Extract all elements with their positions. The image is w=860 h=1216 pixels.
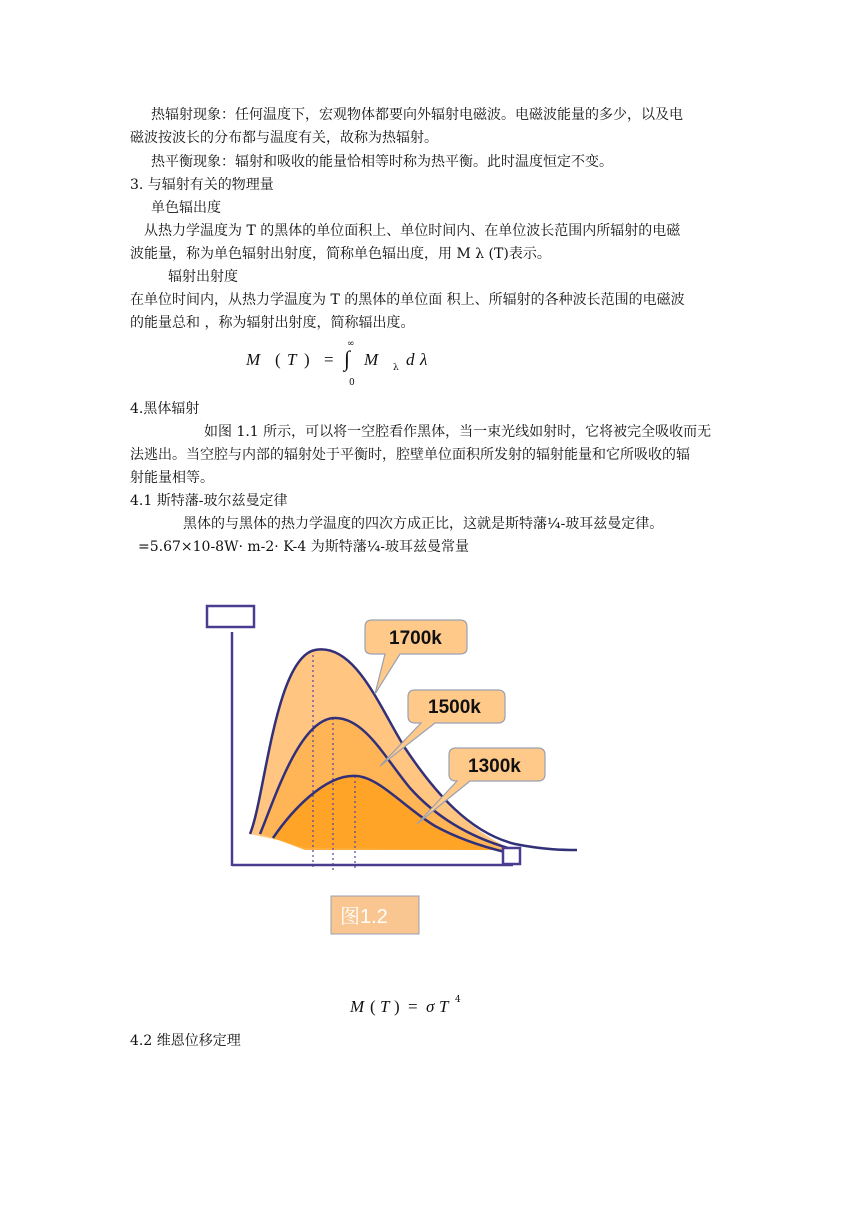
paragraph-monochromatic-line2: 波能量，称为单色辐射出射度，简称单色辐出度，用 M λ (T)表示。 xyxy=(130,246,551,262)
callout-1700k xyxy=(365,620,467,694)
formula-integral-sign: ∫ xyxy=(344,346,351,371)
callout-label-1300k: 1300k xyxy=(468,756,521,777)
formula-symbol-d: d xyxy=(406,350,415,369)
formula-paren-left: ( xyxy=(275,350,281,369)
paragraph-monochromatic-line1: 从热力学温度为 T 的黑体的单位面积上、单位时间内、在单位波长范围内所辐射的电磁 xyxy=(144,223,681,239)
formula-subscript-lambda: λ xyxy=(393,363,399,373)
paragraph-radiant-exitance-line1: 在单位时间内，从热力学温度为 T 的黑体的单位面 积上、所辐射的各种波长范围的电磁波 xyxy=(130,292,685,308)
formula2-paren-left: ( xyxy=(370,997,376,1016)
heading-section-4: 4.黑体辐射 xyxy=(130,401,200,417)
heading-section-3: 3. 与辐射有关的物理量 xyxy=(130,177,274,193)
heading-section-4-1: 4.1 斯特藩-玻尔兹曼定律 xyxy=(130,493,288,509)
callout-label-1700k: 1700k xyxy=(389,628,442,649)
formula-symbol-m: M xyxy=(246,350,261,369)
y-axis-label-box xyxy=(207,606,254,627)
x-axis-label-box xyxy=(503,848,520,864)
formula2-symbol-sigma: σ xyxy=(426,997,435,1016)
callout-label-1500k: 1500k xyxy=(428,697,481,718)
formula-lower-limit: 0 xyxy=(349,378,355,388)
formula2-paren-right: ) xyxy=(394,997,400,1016)
formula-paren-right: ) xyxy=(304,350,310,369)
formula-stefan-boltzmann xyxy=(350,993,480,1023)
formula-symbol-lambda: λ xyxy=(420,350,428,369)
formula2-symbol-t: T xyxy=(380,997,390,1016)
paragraph-blackbody-line1: 如图 1.1 所示，可以将一空腔看作黑体，当一束光线如射时，它将被完全吸收而无 xyxy=(204,424,712,440)
formula-upper-limit: ∞ xyxy=(347,339,355,349)
paragraph-blackbody-line3: 射能量相等。 xyxy=(130,470,214,486)
figure-caption xyxy=(331,896,419,934)
paragraph-stefan-boltzmann-constant: =5.67×10-8W· m-2· K-4 为斯特藩¼-玻耳兹曼常量 xyxy=(138,539,470,555)
formula2-symbol-t-power: T xyxy=(439,997,449,1016)
formula2-exponent: 4 xyxy=(455,995,461,1005)
formula-symbol-t: T xyxy=(287,350,297,369)
heading-section-4-2: 4.2 维恩位移定理 xyxy=(130,1033,241,1049)
subheading-radiant-exitance: 辐射出射度 xyxy=(168,269,238,285)
paragraph-blackbody-line2: 法逃出。当空腔与内部的辐射处于平衡时，腔壁单位面积所发射的辐射能量和它所吸收的辐 xyxy=(130,447,690,463)
blackbody-radiation-figure xyxy=(195,598,595,944)
paragraph-thermal-radiation-line1: 热辐射现象：任何温度下，宏观物体都要向外辐射电磁波。电磁波能量的多少，以及电 xyxy=(151,107,683,123)
formula-equals: = xyxy=(324,350,334,369)
formula2-symbol-m: M xyxy=(350,997,365,1016)
figure-caption-label: 图1.2 xyxy=(340,906,388,928)
formula-symbol-m-lambda: M xyxy=(364,350,379,369)
formula2-equals: = xyxy=(408,997,418,1016)
paragraph-radiant-exitance-line2: 的能量总和 ，称为辐射出射度，简称辐出度。 xyxy=(130,315,415,331)
formula-radiant-exitance xyxy=(240,338,480,388)
paragraph-thermal-equilibrium: 热平衡现象：辐射和吸收的能量恰相等时称为热平衡。此时温度恒定不变。 xyxy=(151,154,613,170)
subheading-monochromatic-exitance: 单色辐出度 xyxy=(151,200,221,216)
paragraph-thermal-radiation-line2: 磁波按波长的分布都与温度有关，故称为热辐射。 xyxy=(130,130,438,146)
paragraph-stefan-boltzmann-law: 黑体的与黑体的热力学温度的四次方成正比，这就是斯特藩¼-玻耳兹曼定律。 xyxy=(183,516,664,532)
